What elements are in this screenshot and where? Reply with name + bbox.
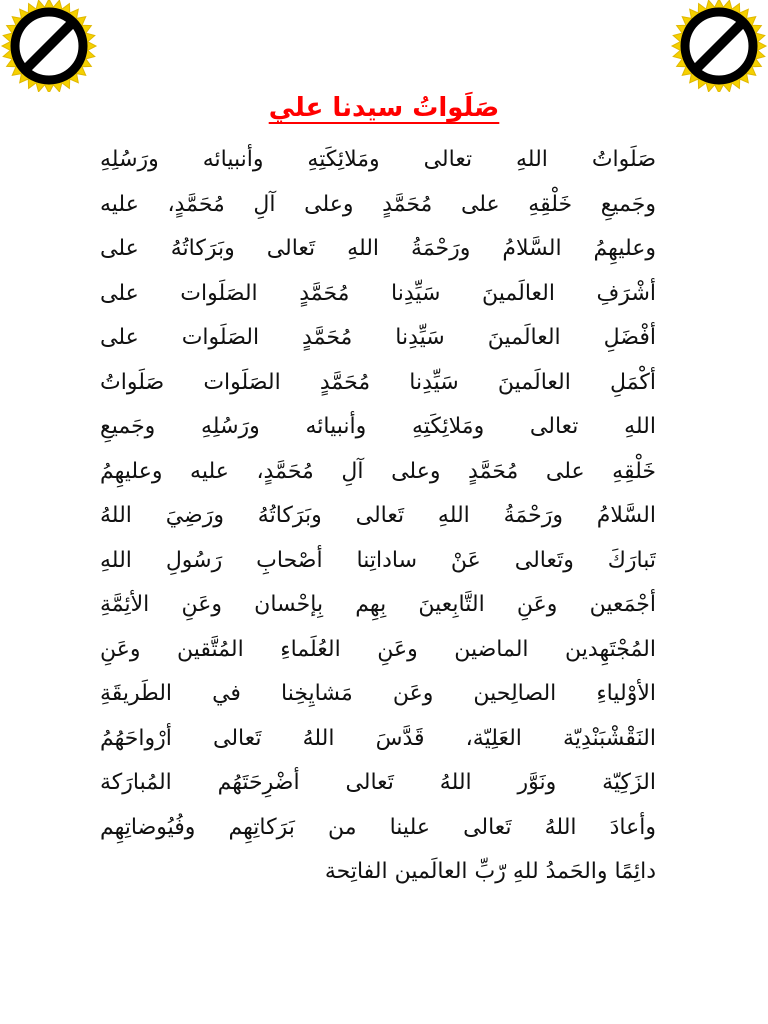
text-line: أجْمَعين وعَنِ التَّابِعينَ بِهِم بِإحْسان وعَنِ الأئِمَّةِ — [100, 592, 656, 617]
text-line: أفْضَلِ العالَمينَ سَيِّدِنا مُحَمَّدٍ الصَلَوات على — [100, 325, 656, 350]
no-symbol-icon — [670, 0, 768, 92]
prayer-text — [100, 138, 656, 895]
no-symbol-icon-left-graphic — [0, 0, 98, 92]
text-line: أشْرَفِ العالَمينَ سَيِّدِنا مُحَمَّدٍ الصَلَوات على — [100, 280, 656, 306]
page-title — [0, 88, 768, 128]
text-line: النَقْشْبَنْدِيّة العَلِيّة، قَدَّسَ اللهُ تَعالى أرْواحَهُمُ — [100, 725, 656, 751]
text-line: دائِمًا والحَمدُ للهِ رّبِّ العالَمين الفاتِحة — [324, 859, 656, 884]
text-line: الأوْلياءِ الصالِحين وعَن مَشايِخِنا في الطَريقَةِ — [100, 681, 656, 706]
page-title-text: صَلَواتُ سيدنا علي — [268, 93, 500, 123]
text-line: الزَكِيّة ونَوَّر اللهُ تَعالى أضْرِحَتَهُم المُبارَكة — [100, 770, 656, 795]
no-symbol-icon-right-graphic — [670, 0, 768, 92]
text-line: وعليهِمُ السَّلامُ ورَحْمَةُ اللهِ تَعالى وبَرَكاتُهُ على — [100, 236, 656, 261]
text-line: السَّلامُ ورَحْمَةُ اللهِ تَعالى وبَرَكاتُهُ ورَضِيَ اللهُ — [100, 503, 656, 528]
text-line: خَلْقِهِ على مُحَمَّدٍ وعلى آلِ مُحَمَّدٍ، عليه وعليهِمُ — [100, 458, 656, 484]
no-symbol-icon — [0, 0, 98, 92]
text-line: وأعادَ اللهُ تَعالى علينا من بَرَكاتِهِم وفُيُوضاتِهِم — [100, 814, 656, 840]
text-line: اللهِ تعالى ومَلائِكَتِهِ وأنبيائه ورَسُلِهِ وجَميعِ — [100, 414, 656, 439]
text-line: صَلَواتُ اللهِ تعالى ومَلائِكَتِهِ وأنبيائه ورَسُلِهِ — [100, 147, 656, 172]
text-line: أكْمَلِ العالَمينَ سَيِّدِنا مُحَمَّدٍ الصَلَوات صَلَواتُ — [100, 369, 656, 395]
text-line: وجَميعِ خَلْقِهِ على مُحَمَّدٍ وعلى آلِ مُحَمَّدٍ، عليه — [100, 191, 656, 217]
text-line: تَبارَكَ وتَعالى عَنْ ساداتِنا أصْحابِ رَسُولِ اللهِ — [100, 547, 656, 573]
text-line: المُجْتَهِدين الماضين وعَنِ العُلَماءِ المُتَّقين وعَنِ — [100, 636, 656, 662]
